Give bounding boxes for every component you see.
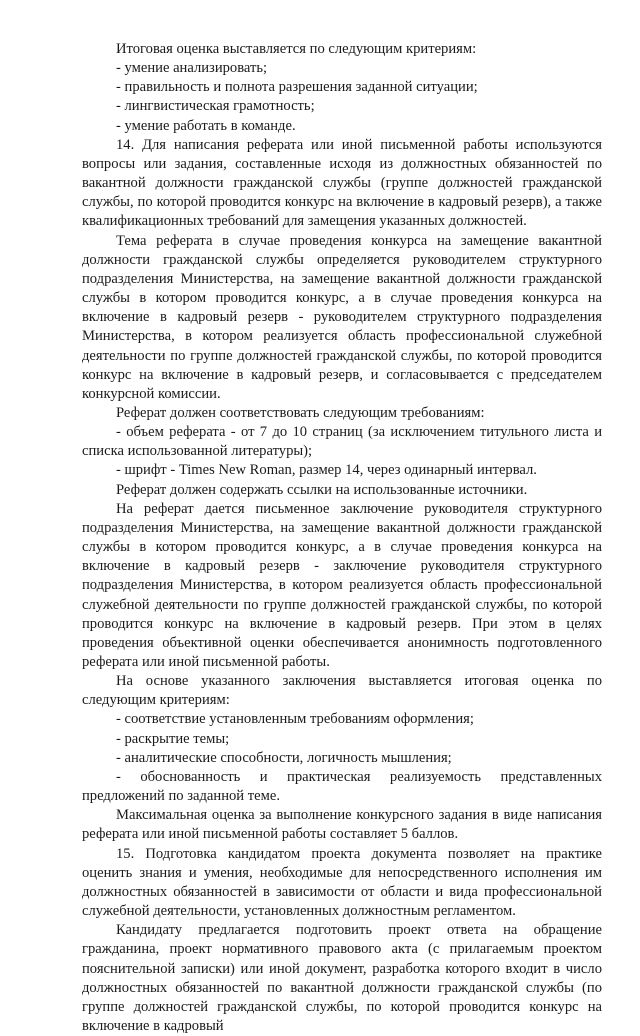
criteria-item: - правильность и полнота разрешения заданной ситуации; [116, 79, 478, 96]
requirements-intro: Реферат должен соответствовать следующим требованиям: [116, 404, 485, 421]
paragraph-topic: Тема реферата в случае проведения конкурса на замещение вакантной должности гражданской службы определяется руководителем структурного подразделения Министерства, на замещение вакантной должности гражданской службы в котором проводится конкурс, а в случае проведения конкурса на включение в кадровый резерв - руководителем структурного подразделения Министерства, в котором реализуется область профессиональной служебной деятельности по группе должностей гражданской службы, по которой проводится конкурс на включение в кадровый резерв, и согласовывается с председателем конкурсной комиссии. [82, 232, 602, 402]
evaluation-item: - соответствие установленным требованиям оформления; [116, 711, 474, 728]
requirement-item: - объем реферата - от 7 до 10 страниц (за исключением титульного листа и списка использованной литературы); [82, 424, 602, 460]
criteria-item: - лингвистическая грамотность; [116, 98, 315, 115]
paragraph-candidate: Кандидату предлагается подготовить проект ответа на обращение гражданина, проект нормативного правового акта (с прилагаемым проектом пояснительной записки) или иной документ, разработка которого входит в число должностных обязанностей по вакантной должности гражданской службы (по группе должностей гражданской службы, по которой проводится конкурс на включение в кадровый [82, 922, 602, 1034]
document-page [82, 40, 602, 1036]
paragraph-15: 15. Подготовка кандидатом проекта документа позволяет на практике оценить знания и умения, необходимые для непосредственного исполнения им должностных обязанностей в зависимости от области и вида профессиональной служебной деятельности, установленных должностным регламентом. [82, 845, 602, 920]
requirement-item: - шрифт - Times New Roman, размер 14, через одинарный интервал. [116, 462, 537, 479]
max-score-note: Максимальная оценка за выполнение конкурсного задания в виде написания реферата или иной письменной работы составляет 5 баллов. [82, 807, 602, 843]
evaluation-intro: На основе указанного заключения выставляется итоговая оценка по следующим критериям: [82, 673, 602, 709]
paragraph-review: На реферат дается письменное заключение руководителя структурного подразделения Министерства, на замещение вакантной должности гражданской службы в котором проводится конкурс, а в случае проведения конкурса на включение в кадровый резерв - заключение руководителя структурного подразделения Министерства, в котором реализуется область профессиональной служебной деятельности по группе должностей гражданской службы, по которой проводится конкурс на включение в кадровый резерв. При этом в целях проведения объективной оценки обеспечивается анонимность подготовленного реферата или иной письменной работы. [82, 500, 602, 670]
evaluation-item: - аналитические способности, логичность мышления; [116, 749, 452, 766]
criteria-intro: Итоговая оценка выставляется по следующим критериям: [116, 41, 477, 57]
evaluation-item: - обоснованность и практическая реализуемость представленных предложений по заданной теме. [82, 768, 602, 805]
paragraph-14: 14. Для написания реферата или иной письменной работы используются вопросы или задания, составленные исходя из должностных обязанностей по вакантной должности гражданской службы (группе должностей гражданской службы, по которой проводится конкурс на включение в кадровый резерв), а также квалификационных требований для замещения указанных должностей. [82, 136, 602, 230]
criteria-item: - умение работать в команде. [116, 117, 296, 134]
evaluation-item: - раскрытие темы; [116, 730, 230, 747]
criteria-item: - умение анализировать; [116, 60, 268, 77]
references-note: Реферат должен содержать ссылки на использованные источники. [116, 481, 528, 498]
